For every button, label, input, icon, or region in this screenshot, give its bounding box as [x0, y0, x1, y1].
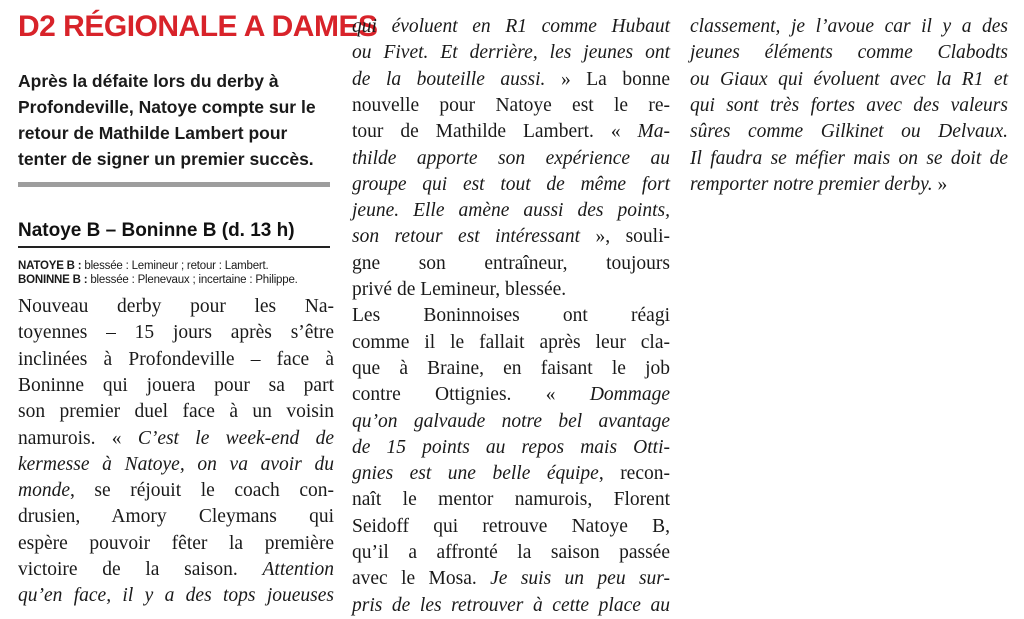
quote-text: jeunes éléments comme Clabodts [690, 42, 1008, 64]
quote-text: Il faudra se méfier mais on se doit de [690, 147, 1008, 169]
quote-text: classement, je l’avoue car il y a des [690, 16, 1008, 37]
body-line [352, 40, 670, 66]
body-line [18, 531, 334, 557]
body-text: , se réjouit le coach con- [70, 480, 334, 502]
quote-text: sûres comme Gilkinet ou Delvaux. [690, 121, 1008, 143]
quote-text: qu’en face, il y a des tops joueuses [18, 585, 334, 607]
lineup-line [18, 259, 334, 273]
body-line [352, 487, 670, 513]
quote-text: Je suis un peu sur- [490, 568, 670, 590]
quote-text: qui évoluent en R1 comme Hubaut [352, 16, 670, 37]
body-line [352, 224, 670, 250]
body-text: Boninne qui jouera pour sa part [18, 374, 334, 396]
body-text: victoire de la saison. [18, 559, 263, 580]
body-text: que à Braine, en faisant le job [352, 357, 670, 379]
body-line [352, 146, 670, 172]
body-line [18, 399, 334, 425]
body-line [352, 277, 670, 303]
divider-rule [18, 182, 330, 187]
body-text: nouvelle pour Natoye est le re- [352, 94, 670, 116]
quote-text: qui sont très fortes avec des valeurs [690, 94, 1008, 116]
body-text: comme il le fallait après leur cla- [352, 331, 670, 353]
quote-text: Ma- [637, 121, 670, 143]
quote-text: remporter notre premier derby. [690, 173, 933, 195]
body-line [352, 251, 670, 277]
body-line [18, 320, 334, 346]
quote-text: pris de les retrouver à cette place au [352, 594, 670, 616]
body-line [352, 330, 670, 356]
quote-text: monde [18, 480, 70, 502]
body-line [352, 198, 670, 224]
match-underline [18, 246, 330, 248]
body-line [352, 14, 670, 40]
body-line [352, 435, 670, 461]
body-line [690, 67, 1008, 93]
quote-text: kermesse à Natoye, on va avoir du [18, 453, 334, 475]
body-text: avec le Mosa. [352, 568, 491, 590]
lineup-line [18, 273, 334, 287]
body-line [690, 40, 1008, 66]
quote-text: de 15 points au repos mais Otti- [352, 436, 670, 458]
body-line [352, 593, 670, 619]
match-title: Natoye B – Boninne B (d. 13 h) [18, 220, 295, 241]
body-line [352, 461, 670, 487]
body-line [352, 540, 670, 566]
quote-text: groupe qui est tout de même fort [352, 173, 670, 195]
body-line [352, 172, 670, 198]
body-text: toyennes – 15 jours après s’être [18, 322, 334, 344]
body-line [690, 93, 1008, 119]
body-text: privé de Lemineur, blessée. [352, 279, 567, 300]
body-line [352, 356, 670, 382]
body-line [18, 426, 334, 452]
body-text: namurois. « [18, 427, 138, 449]
quote-text: son retour est intéressant [352, 226, 581, 248]
quote-text: C’est le week-end de [137, 427, 334, 449]
body-line [352, 409, 670, 435]
body-line [18, 557, 334, 583]
body-text: Seidoff qui retrouve Natoye B, [352, 515, 670, 537]
body-text: inclinées à Profondeville – face à [18, 348, 334, 370]
body-text: » [932, 173, 948, 195]
body-line [352, 514, 670, 540]
lineup-info: blessée : Plenevaux ; incertaine : Philippe. [87, 274, 298, 286]
body-line [18, 294, 334, 320]
body-line [352, 382, 670, 408]
body-text: espère pouvoir fêter la première [18, 532, 334, 554]
body-line [352, 303, 670, 329]
body-text: drusien, Amory Cleymans qui [18, 506, 334, 528]
body-line [352, 93, 670, 119]
lineup-team: NATOYE B : [18, 260, 82, 272]
quote-text: ou Giaux qui évoluent avec la R1 et [690, 68, 1008, 90]
body-line [352, 566, 670, 592]
section-title: D2 RÉGIONALE A DAMES [18, 10, 378, 43]
quote-text: Attention [262, 559, 334, 580]
body-line [690, 172, 1008, 198]
lead-paragraph: Après la défaite lors du derby à Profondeville, Natoye compte sur le retour de Mathilde Lambert pour tenter de signer un premier succès. [18, 71, 316, 169]
body-line [352, 67, 670, 93]
quote-text: ou Fivet. Et derrière, les jeunes ont [352, 42, 670, 64]
body-text: contre Ottignies. « [352, 384, 590, 406]
quote-text: gnies est une belle équipe [352, 463, 599, 485]
quote-text: jeune. Elle amène aussi des points, [352, 200, 670, 222]
body-line [690, 14, 1008, 40]
body-text: gne son entraîneur, toujours [352, 252, 670, 274]
body-text: Les Boninnoises ont réagi [352, 305, 670, 327]
body-text: son premier duel face à un voisin [18, 401, 334, 423]
body-line [18, 478, 334, 504]
body-line [690, 146, 1008, 172]
body-line [352, 119, 670, 145]
body-text: naît le mentor namurois, Florent [352, 489, 670, 511]
lineup-info: blessée : Lemineur ; retour : Lambert. [81, 260, 269, 272]
body-line [18, 504, 334, 530]
body-text: tour de Mathilde Lambert. « [352, 121, 638, 143]
body-text: qu’il a affronté la saison passée [352, 542, 670, 563]
quote-text: qu’on galvaude notre bel avantage [352, 410, 670, 432]
quote-text: de la bouteille aussi. [352, 68, 546, 90]
lineup-box [18, 259, 334, 287]
body-line [18, 583, 334, 609]
quote-text: Dommage [589, 384, 670, 406]
lineup-team: BONINNE B : [18, 274, 88, 286]
body-text: , recon- [598, 463, 670, 485]
body-line [18, 373, 334, 399]
body-line [690, 119, 1008, 145]
body-line [18, 347, 334, 373]
body-text: Nouveau derby pour les Na- [18, 296, 334, 317]
quote-text: thilde apporte son expérience au [352, 147, 670, 169]
body-line [18, 452, 334, 478]
body-text: », souli- [580, 226, 670, 248]
body-text: » La bonne [545, 68, 670, 90]
